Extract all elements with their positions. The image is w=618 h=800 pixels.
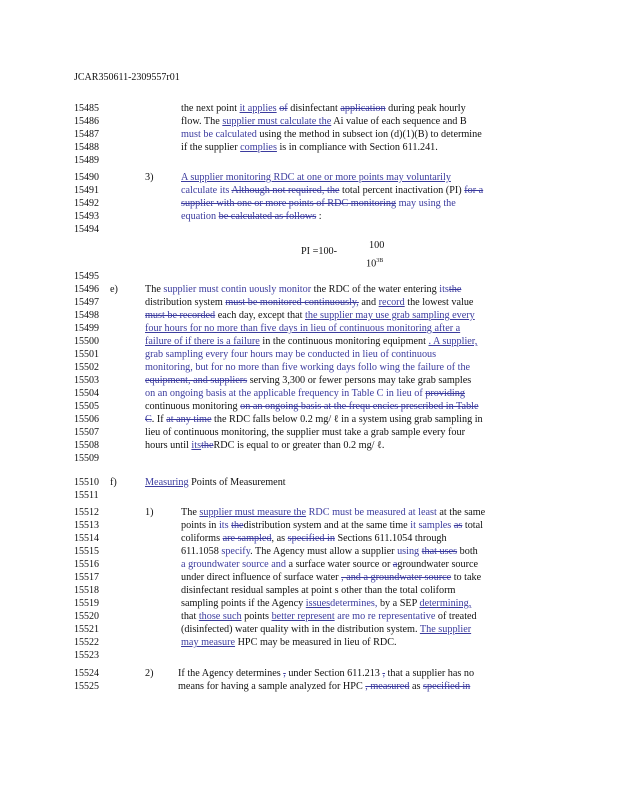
line-15508: [145, 440, 384, 452]
line-15520: [181, 611, 477, 623]
denominator-base: 10: [366, 258, 377, 270]
line-number: 15517: [74, 572, 99, 583]
line-number: 15514: [74, 533, 99, 544]
inserted-text: it samples: [410, 520, 452, 531]
denominator-exponent: 3B: [376, 258, 384, 264]
plain-text: Points of Measurement: [191, 477, 286, 488]
deleted-text: at any time: [166, 414, 212, 425]
inserted-text: issues: [305, 598, 331, 609]
line-number: 15516: [74, 559, 99, 570]
line-number: 15524: [74, 668, 99, 679]
inserted-text: may using the: [398, 198, 456, 209]
plain-text: coliforms: [181, 533, 221, 544]
item-label: f): [110, 477, 117, 488]
plain-text: (disinfected) water quality with in the distribution system.: [181, 624, 418, 635]
line-number: 15505: [74, 401, 99, 412]
plain-text: disinfectant: [290, 103, 338, 114]
deleted-text: of: [279, 103, 288, 114]
inserted-text: it applies: [239, 103, 277, 114]
inserted-text: complies: [240, 142, 277, 153]
line-number: 15497: [74, 297, 99, 308]
line-number: 15520: [74, 611, 99, 622]
line-number: 15525: [74, 681, 99, 692]
plain-text: serving 3,300 or fewer persons may take grab samples: [249, 375, 472, 386]
line-number: 15522: [74, 637, 99, 648]
plain-text: Ai value of each sequence and B: [333, 116, 467, 127]
inserted-text: grab sampling every four hours may be conducted in lieu of continuous: [145, 349, 437, 360]
plain-text: groundwater source: [397, 559, 479, 570]
line-number: 15489: [74, 155, 99, 166]
deleted-text: specified in: [287, 533, 335, 544]
plain-text: lieu of continuous monitoring, the supplier must take a grab sample every four: [145, 427, 465, 438]
deleted-text: equipment, and suppliers: [145, 375, 248, 386]
line-15515: [181, 546, 478, 558]
plain-text: the lowest value: [407, 297, 474, 308]
plain-text: continuous monitoring: [145, 401, 238, 412]
item-label: 1): [145, 507, 154, 518]
line-number: 15523: [74, 650, 99, 661]
inserted-text: monitoring, but for no more than five working days follo wing the failure of the: [145, 362, 471, 373]
deleted-text: determines,: [330, 598, 378, 609]
line-number: 15492: [74, 198, 99, 209]
line-number: 15518: [74, 585, 99, 596]
deleted-text: ,: [283, 668, 286, 679]
line-15504: [145, 388, 465, 400]
deleted-text: Although not required, the: [231, 185, 340, 196]
document-header: JCAR350611-2309557r01: [74, 72, 180, 83]
plain-text: at the same: [439, 507, 486, 518]
inserted-text: failure of if there is a failure: [145, 336, 260, 347]
deleted-text: supplier with one or more points of RDC monitoring: [181, 198, 397, 209]
line-number: 15512: [74, 507, 99, 518]
plain-text: flow. The: [181, 116, 220, 127]
item-label: 3): [145, 172, 154, 183]
deleted-text: must be recorded: [145, 310, 216, 321]
plain-text: points in: [181, 520, 217, 531]
plain-text: and: [361, 297, 377, 308]
plain-text: sampling points if the Agency: [181, 598, 304, 609]
line-number: 15488: [74, 142, 99, 153]
deleted-text: ,: [382, 668, 385, 679]
inserted-text: are mo re representative: [337, 611, 436, 622]
line-15516: [181, 559, 478, 571]
plain-text: total: [464, 520, 483, 531]
line-number: 15487: [74, 129, 99, 140]
line-15491: [181, 185, 483, 197]
line-15518: [181, 585, 455, 597]
line-15498: [145, 310, 475, 322]
line-number: 15500: [74, 336, 99, 347]
plain-text: of treated: [437, 611, 477, 622]
inserted-text: equation: [181, 211, 217, 222]
plain-text: :: [318, 211, 322, 222]
line-number: 15502: [74, 362, 99, 373]
deleted-text: application: [340, 103, 386, 114]
equation-lhs: PI =100-: [301, 246, 338, 257]
line-15486: [181, 116, 467, 128]
deleted-text: must be monitored continuously,: [225, 297, 359, 308]
line-number: 15506: [74, 414, 99, 425]
inserted-text: determining,: [419, 598, 472, 609]
inserted-text: its: [218, 520, 229, 531]
deleted-text: C: [145, 414, 152, 425]
line-15512: [181, 507, 485, 519]
plain-text: by a SEP: [379, 598, 417, 609]
line-15485: [181, 103, 466, 115]
deleted-text: specified in: [423, 681, 471, 692]
inserted-text: The supplier: [419, 624, 472, 635]
deleted-text: for a: [464, 185, 484, 196]
line-number: 15519: [74, 598, 99, 609]
line-number: 15509: [74, 453, 99, 464]
line-15519: [181, 598, 471, 610]
deleted-text: a: [392, 559, 398, 570]
deleted-text: the: [231, 520, 244, 531]
line-number: 15494: [74, 224, 99, 235]
deleted-text: , and a groundwater source: [341, 572, 452, 583]
line-15496: [145, 284, 461, 296]
plain-text: If the Agency determines: [178, 668, 281, 679]
plain-text: hours until: [145, 440, 189, 451]
deleted-text: are sampled: [222, 533, 272, 544]
inserted-text: and: [271, 559, 286, 570]
line-15502: [145, 362, 470, 374]
inserted-text: its: [439, 284, 449, 295]
deleted-text: as: [453, 520, 463, 531]
inserted-text: supplier must measure the: [199, 507, 307, 518]
inserted-text: must be calculated: [181, 129, 257, 140]
line-number: 15513: [74, 520, 99, 531]
plain-text: during peak hourly: [388, 103, 466, 114]
line-number: 15495: [74, 271, 99, 282]
line-15501: [145, 349, 436, 361]
plain-text: the RDC of the water entering: [313, 284, 437, 295]
inserted-text: its: [191, 440, 202, 451]
line-15492: [181, 198, 456, 210]
inserted-text: at least: [408, 507, 437, 518]
plain-text: , as: [271, 533, 286, 544]
inserted-text: . A supplier,: [428, 336, 478, 347]
item-label: e): [110, 284, 118, 295]
plain-text: distribution system: [145, 297, 223, 308]
inserted-text: supplier must calculate the: [222, 116, 332, 127]
line-number: 15496: [74, 284, 99, 295]
line-15487: [181, 129, 482, 141]
line-15500: [145, 336, 477, 348]
line-number: 15493: [74, 211, 99, 222]
equation-numerator: 100: [369, 240, 385, 251]
inserted-text: calculate its: [181, 185, 230, 196]
line-15497: [145, 297, 473, 309]
line-15524: [178, 668, 474, 680]
plain-text: The: [181, 507, 197, 518]
plain-text: in the continuous monitoring equipment: [262, 336, 426, 347]
item-label: 2): [145, 668, 154, 679]
line-15525: [178, 681, 470, 693]
inserted-text: four hours for no more than five days in lieu of continuous monitoring after a: [145, 323, 461, 334]
line-number: 15490: [74, 172, 99, 183]
plain-text: total percent inactivation (PI): [341, 185, 462, 196]
plain-text: . If: [151, 414, 164, 425]
line-number: 15498: [74, 310, 99, 321]
line-15514: [181, 533, 447, 545]
inserted-text: Measuring: [145, 477, 189, 488]
plain-text: using the method in subsect ion (d)(1)(B) to determine: [259, 129, 482, 140]
line-number: 15503: [74, 375, 99, 386]
plain-text: the RDC falls below 0.2 mg/ ℓ in a system using grab sampling in: [214, 414, 483, 425]
plain-text: if the supplier: [181, 142, 238, 153]
line-number: 15515: [74, 546, 99, 557]
plain-text: The: [145, 284, 161, 295]
inserted-text: using: [397, 546, 420, 557]
plain-text: RDC is equal to or greater than 0.2 mg/ ℓ.: [213, 440, 385, 451]
line-number: 15521: [74, 624, 99, 635]
inserted-text: specify: [221, 546, 251, 557]
line-15493: [181, 211, 322, 223]
line-number: 15508: [74, 440, 99, 451]
inserted-text: A supplier monitoring RDC at one or more points may voluntarily: [181, 172, 451, 183]
line-15499: [145, 323, 460, 335]
inserted-text: those such: [198, 611, 242, 622]
plain-text: HPC may be measured in lieu of RDC.: [237, 637, 397, 648]
line-number: 15507: [74, 427, 99, 438]
line-number: 15510: [74, 477, 99, 488]
plain-text: to take: [453, 572, 482, 583]
inserted-text: on an ongoing basis at the applicable frequency in Table C in lieu of: [145, 388, 423, 399]
deleted-text: on an ongoing basis at the frequ encies prescribed in Table: [240, 401, 479, 412]
inserted-text: the supplier may use grab sampling every: [305, 310, 475, 321]
deleted-text: , measured: [365, 681, 410, 692]
plain-text: that: [181, 611, 197, 622]
inserted-text: a groundwater source: [181, 559, 269, 570]
line-15522: [181, 637, 397, 649]
deleted-text: the: [448, 284, 462, 295]
line-15521: [181, 624, 471, 636]
deleted-text: be calculated as follows: [218, 211, 317, 222]
line-15503: [145, 375, 471, 387]
plain-text: means for having a sample analyzed for HPC: [178, 681, 363, 692]
line-15490: [181, 172, 451, 184]
line-number: 15499: [74, 323, 99, 334]
deleted-text: providing: [425, 388, 465, 399]
plain-text: . The Agency must allow a supplier: [250, 546, 395, 557]
line-15507: [145, 427, 465, 439]
plain-text: disinfectant residual samples at point s other than the total coliform: [181, 585, 456, 596]
line-15517: [181, 572, 481, 584]
plain-text: under Section 611.213: [288, 668, 380, 679]
line-15505: [145, 401, 479, 413]
plain-text: that a supplier has no: [387, 668, 475, 679]
line-number: 15491: [74, 185, 99, 196]
plain-text: a surface water source or: [288, 559, 391, 570]
plain-text: both: [459, 546, 478, 557]
line-number: 15511: [74, 490, 99, 501]
line-number: 15504: [74, 388, 99, 399]
plain-text: points: [244, 611, 270, 622]
plain-text: 611.1058: [181, 546, 219, 557]
deleted-text: the: [201, 440, 214, 451]
line-15513: [181, 520, 483, 532]
inserted-text: may measure: [181, 637, 236, 648]
plain-text: the next point: [181, 103, 238, 114]
plain-text: is in compliance with Section 611.241.: [279, 142, 438, 153]
inserted-text: record: [378, 297, 405, 308]
line-15510: [145, 477, 286, 489]
line-15488: [181, 142, 438, 154]
line-number: 15485: [74, 103, 99, 114]
equation-denominator: [366, 255, 383, 270]
inserted-text: better represent: [271, 611, 335, 622]
inserted-text: RDC must be measured: [308, 507, 406, 518]
line-number: 15486: [74, 116, 99, 127]
plain-text: each day, except that: [217, 310, 303, 321]
plain-text: under direct influence of surface water: [181, 572, 339, 583]
plain-text: Sections 611.1054 through: [337, 533, 447, 544]
plain-text: distribution system and at the same time: [243, 520, 408, 531]
deleted-text: that uses: [421, 546, 458, 557]
plain-text: as: [411, 681, 421, 692]
line-15506: [145, 414, 483, 426]
inserted-text: supplier must contin uously monitor: [163, 284, 312, 295]
line-number: 15501: [74, 349, 99, 360]
